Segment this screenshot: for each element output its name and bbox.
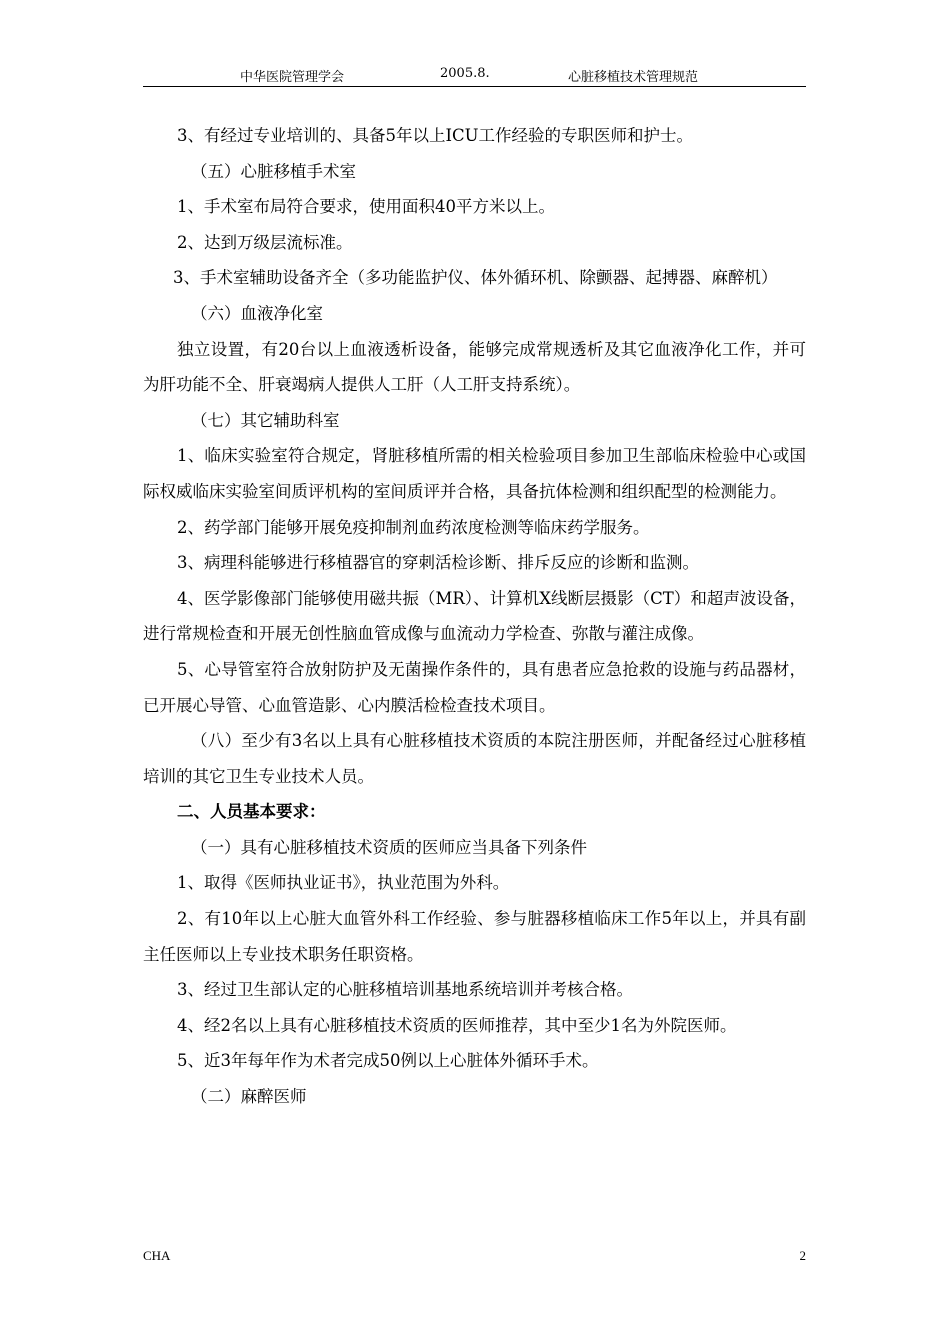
paragraph: 5、心导管室符合放射防护及无菌操作条件的，具有患者应急抢救的设施与药品器材，已开展心导管、心血管造影、心内膜活检检查技术项目。 (143, 659, 806, 715)
paragraph: 3、病理科能够进行移植器官的穿刺活检诊断、排斥反应的诊断和监测。 (177, 553, 699, 573)
section-heading: （七）其它辅助科室 (191, 410, 340, 430)
paragraph: 5、近3年每年作为术者完成50例以上心脏体外循环手术。 (177, 1051, 599, 1071)
paragraph: 1、取得《医师执业证书》，执业范围为外科。 (177, 873, 510, 893)
paragraph: 3、经过卫生部认定的心脏移植培训基地系统培训并考核合格。 (177, 980, 633, 1000)
paragraph: 3、有经过专业培训的、具备5年以上ICU工作经验的专职医师和护士。 (177, 126, 694, 145)
paragraph: 1、临床实验室符合规定，肾脏移植所需的相关检验项目参加卫生部临床检验中心或国际权威临床实验室间质评机构的室间质评并合格，具备抗体检测和组织配型的检测能力。 (143, 446, 806, 501)
paragraph: 2、药学部门能够开展免疫抑制剂血药浓度检测等临床药学服务。 (177, 517, 650, 537)
paragraph: 3、手术室辅助设备齐全（多功能监护仪、体外循环机、除颤器、起搏器、麻醉机） (173, 268, 778, 288)
paragraph: 2、有10年以上心脏大血管外科工作经验、参与脏器移植临床工作5年以上，并具有副主任医师以上专业技术职务任职资格。 (143, 909, 806, 964)
page-number: 2 (799, 1248, 806, 1263)
paragraph: 4、经2名以上具有心脏移植技术资质的医师推荐，其中至少1名为外院医师。 (177, 1015, 737, 1035)
document-body (143, 118, 806, 1115)
footer-label: CHA (143, 1248, 171, 1263)
chapter-heading: 二、人员基本要求： (177, 802, 326, 822)
paragraph: （八）至少有3名以上具有心脏移植技术资质的本院注册医师，并配备经过心脏移植培训的其它卫生专业技术人员。 (143, 731, 806, 786)
section-heading: （一）具有心脏移植技术资质的医师应当具备下列条件 (191, 837, 587, 857)
section-heading: （五）心脏移植手术室 (191, 161, 356, 181)
section-heading: （六）血液净化室 (191, 303, 323, 323)
paragraph: 4、医学影像部门能够使用磁共振（MR）、计算机X线断层摄影（CT）和超声波设备，进行常规检查和开展无创性脑血管成像与血流动力学检查、弥散与灌注成像。 (143, 588, 806, 644)
paragraph: 1、手术室布局符合要求，使用面积40平方米以上。 (177, 197, 555, 217)
header-document-title: 心脏移植技术管理规范 (568, 70, 699, 85)
header-date: 2005.8. (440, 66, 490, 81)
section-heading: （二）麻醉医师 (191, 1087, 307, 1107)
paragraph: 独立设置，有20台以上血液透析设备，能够完成常规透析及其它血液净化工作，并可为肝功能不全、肝衰竭病人提供人工肝（人工肝支持系统）。 (143, 339, 806, 395)
header-organization: 中华医院管理学会 (240, 70, 345, 85)
page-header (143, 64, 806, 87)
paragraph: 2、达到万级层流标准。 (177, 232, 353, 252)
